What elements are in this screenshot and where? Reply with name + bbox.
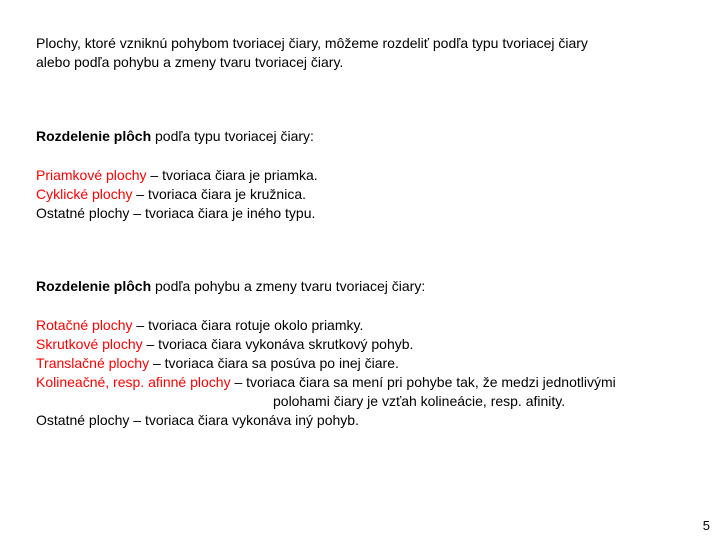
list-item: [36, 185, 318, 204]
list-item: [36, 204, 318, 223]
list-item-continuation: [36, 392, 706, 411]
list-item-desc: – tvoriaca čiara rotuje okolo priamky.: [132, 317, 364, 333]
list-item-term: Skrutkové plochy: [36, 336, 143, 352]
list-item-desc: polohami čiary je vzťah kolineácie, resp. afinity.: [273, 393, 566, 409]
list-item: [36, 335, 706, 354]
list-item-desc: – tvoriaca čiara sa posúva po inej čiare.: [149, 355, 399, 371]
section-2-heading-rest: podľa pohybu a zmeny tvaru tvoriacej čiary:: [151, 278, 426, 294]
section-1-heading-rest: podľa typu tvoriacej čiary:: [151, 128, 314, 144]
list-item-term: Translačné plochy: [36, 355, 150, 371]
intro-paragraph: [36, 34, 686, 72]
section-1-list: [36, 166, 318, 223]
list-item-desc: – tvoriaca čiara vykonáva skrutkový pohyb.: [142, 336, 414, 352]
list-item-desc: Ostatné plochy – tvoriaca čiara je iného typu.: [36, 205, 316, 221]
list-item-term: Rotačné plochy: [36, 317, 133, 333]
section-2-heading-bold: Rozdelenie plôch: [36, 278, 152, 294]
list-item-term: Kolineačné, resp. afinné plochy: [36, 374, 231, 390]
list-item: [36, 354, 706, 373]
list-item: [36, 411, 706, 430]
list-item-desc: – tvoriaca čiara je priamka.: [146, 167, 318, 183]
list-item-term: Priamkové plochy: [36, 167, 147, 183]
list-item-desc: – tvoriaca čiara sa mení pri pohybe tak, že medzi jednotlivými: [230, 374, 616, 390]
list-item-desc: Ostatné plochy – tvoriaca čiara vykonáva iný pohyb.: [36, 412, 359, 428]
list-item-term: Cyklické plochy: [36, 186, 133, 202]
list-item: [36, 373, 706, 392]
section-1-heading: [36, 127, 314, 146]
section-2-list: [36, 316, 706, 430]
page-number: 5: [702, 518, 710, 533]
section-1-heading-bold: Rozdelenie plôch: [36, 128, 152, 144]
list-item: [36, 316, 706, 335]
intro-line-1: Plochy, ktoré vzniknú pohybom tvoriacej čiary, môžeme rozdeliť podľa typu tvoriacej čiary: [36, 35, 588, 51]
section-2-heading: [36, 277, 425, 296]
intro-line-2: alebo podľa pohybu a zmeny tvaru tvoriacej čiary.: [36, 54, 344, 70]
list-item-desc: – tvoriaca čiara je kružnica.: [132, 186, 307, 202]
list-item: [36, 166, 318, 185]
